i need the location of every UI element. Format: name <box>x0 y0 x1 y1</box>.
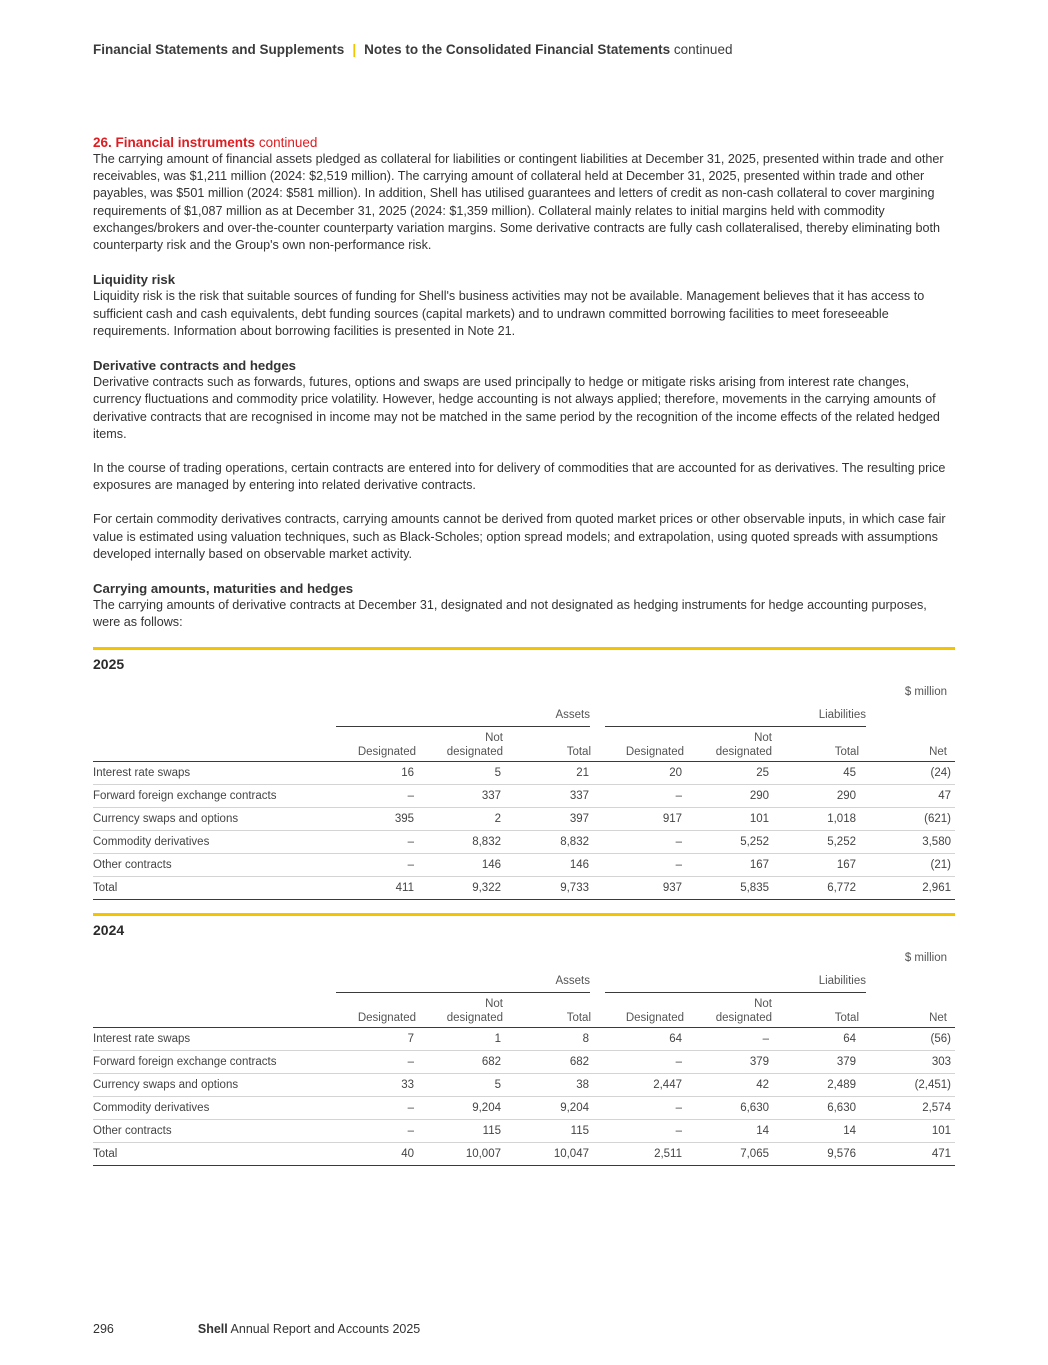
cell-l-not: 42 <box>686 1074 773 1097</box>
cell-l-des: – <box>593 1120 686 1143</box>
note-title-text: 26. Financial instruments <box>93 135 256 150</box>
cell-l-tot: 9,576 <box>773 1143 860 1166</box>
header-separator: | <box>352 42 357 57</box>
cell-net: 303 <box>860 1051 955 1074</box>
cell-a-not: 146 <box>418 854 505 877</box>
row-label: Currency swaps and options <box>93 1074 336 1097</box>
collateral-paragraph: The carrying amount of financial assets pledged as collateral for liabilities or contingent liabilities at December 31, 2025, presented within trade and other receivables, was $1,211 million (2024: $2,519 million). The carrying amount of collateral held at December 31, 2025, presented within trade and other payables, was $501 million (2024: $581 million). In addition, Shell has utilised guarantees and letters of credit as non-cash collateral to cover margining requirements of $1,087 million as at December 31, 2025 (2024: $1,359 million). Collateral mainly relates to initial margins held with commodity exchanges/brokers and over-the-counter counterparty variation margins. Some derivative contracts are fully cash collateralised, thereby eliminating both counterparty risk and the Group's own non-performance risk. <box>93 152 944 253</box>
page-number: 296 <box>93 1322 114 1336</box>
cell-l-des: 64 <box>593 1028 686 1051</box>
cell-a-not: 10,007 <box>418 1143 505 1166</box>
cell-a-des: 40 <box>336 1143 418 1166</box>
table-2025 <box>93 762 955 900</box>
cell-net: (621) <box>860 808 955 831</box>
assets-group-header: Assets <box>336 975 590 993</box>
cell-l-not: 379 <box>686 1051 773 1074</box>
cell-a-not: 5 <box>418 762 505 785</box>
cell-l-des: – <box>593 785 686 808</box>
table-row <box>93 1097 955 1120</box>
cell-a-tot: 682 <box>505 1051 593 1074</box>
cell-l-des: 20 <box>593 762 686 785</box>
year-rule <box>93 913 955 916</box>
derivatives-paragraph-1: Derivative contracts such as forwards, futures, options and swaps are used principally to hedge or mitigate risks arising from interest rate changes, currency fluctuations and commodity price volatility. However, hedge accounting is not always applied; therefore, movements in the carrying amounts of derivative contracts that are recognised in income may not be matched in the same period by the recognition of the income effects of the related hedged items. <box>93 375 940 441</box>
footer-brand: Shell <box>197 1322 228 1336</box>
table-row <box>93 1074 955 1097</box>
table-row <box>93 785 955 808</box>
cell-net: 471 <box>860 1143 955 1166</box>
cell-l-not: 6,630 <box>686 1097 773 1120</box>
cell-a-des: 7 <box>336 1028 418 1051</box>
cell-l-tot: 1,018 <box>773 808 860 831</box>
cell-a-tot: 146 <box>505 854 593 877</box>
cell-net: 2,574 <box>860 1097 955 1120</box>
assets-group-header: Assets <box>336 709 590 727</box>
cell-l-not: 167 <box>686 854 773 877</box>
cell-l-tot: 379 <box>773 1051 860 1074</box>
year-title-2024: 2024 <box>93 922 125 938</box>
table-row <box>93 1051 955 1074</box>
cell-net: (56) <box>860 1028 955 1051</box>
note-title <box>93 134 955 151</box>
cell-l-des: 2,511 <box>593 1143 686 1166</box>
cell-l-not: 7,065 <box>686 1143 773 1166</box>
cell-l-not: 14 <box>686 1120 773 1143</box>
col-not-designated: Not designated <box>446 998 503 1024</box>
header-subsection: Notes to the Consolidated Financial Statements <box>364 42 671 57</box>
row-label: Other contracts <box>93 854 336 877</box>
liabilities-group-header: Liabilities <box>605 709 866 727</box>
cell-l-tot: 14 <box>773 1120 860 1143</box>
cell-l-des: – <box>593 854 686 877</box>
col-not-designated: Not designated <box>446 732 503 758</box>
liquidity-paragraph: Liquidity risk is the risk that suitable sources of funding for Shell's business activities may not be available. Management believes that it has access to sufficient cash and cash equivalents, debt funding sources (capital markets) and to undrawn committed borrowing facilities to meet foreseeable requirements. Information about borrowing facilities is presented in Note 21. <box>93 289 925 338</box>
row-label: Currency swaps and options <box>93 808 336 831</box>
cell-net: 101 <box>860 1120 955 1143</box>
col-not-designated: Not designated <box>715 732 772 758</box>
note-title-continued: continued <box>258 135 318 150</box>
cell-l-des: – <box>593 1097 686 1120</box>
cell-net: (21) <box>860 854 955 877</box>
table-row <box>93 1028 955 1051</box>
cell-net: 3,580 <box>860 831 955 854</box>
unit-label: $ million <box>904 952 947 964</box>
cell-a-des: 395 <box>336 808 418 831</box>
cell-l-tot: 167 <box>773 854 860 877</box>
cell-a-tot: 38 <box>505 1074 593 1097</box>
row-label: Total <box>93 1143 336 1166</box>
total-row <box>93 1143 955 1166</box>
col-not-designated: Not designated <box>715 998 772 1024</box>
cell-a-des: – <box>336 831 418 854</box>
col-net: Net <box>929 1012 947 1024</box>
cell-a-not: 682 <box>418 1051 505 1074</box>
cell-a-des: – <box>336 854 418 877</box>
row-label: Forward foreign exchange contracts <box>93 1051 336 1074</box>
cell-a-des: – <box>336 1120 418 1143</box>
cell-a-tot: 21 <box>505 762 593 785</box>
unit-label: $ million <box>904 686 947 698</box>
cell-a-not: 5 <box>418 1074 505 1097</box>
derivatives-paragraph-2: In the course of trading operations, certain contracts are entered into for delivery of commodities that are accounted for as derivatives. The resulting price exposures are managed by entering into related derivative contracts. <box>93 461 946 493</box>
row-label: Other contracts <box>93 1120 336 1143</box>
row-label: Commodity derivatives <box>93 831 336 854</box>
cell-l-not: 25 <box>686 762 773 785</box>
page-footer <box>93 1322 420 1336</box>
cell-a-tot: 337 <box>505 785 593 808</box>
cell-a-not: 8,832 <box>418 831 505 854</box>
carrying-paragraph: The carrying amounts of derivative contracts at December 31, designated and not designated as hedging instruments for hedge accounting purposes, were as follows: <box>93 598 927 630</box>
header-continued: continued <box>673 42 733 57</box>
col-designated: Designated <box>357 746 416 758</box>
cell-a-tot: 9,204 <box>505 1097 593 1120</box>
col-net: Net <box>929 746 947 758</box>
liabilities-group-header: Liabilities <box>605 975 866 993</box>
cell-a-des: – <box>336 1051 418 1074</box>
table-row <box>93 831 955 854</box>
col-total: Total <box>566 1012 591 1024</box>
cell-a-des: 16 <box>336 762 418 785</box>
cell-l-des: 917 <box>593 808 686 831</box>
table-row <box>93 1120 955 1143</box>
cell-net: (24) <box>860 762 955 785</box>
derivatives-paragraph-3: For certain commodity derivatives contracts, carrying amounts cannot be derived from quoted market prices or other observable inputs, in which case fair value is estimated using valuation techniques, such as Black-Scholes; option spread models; and extrapolation, using quoted spreads with assumptions developed internally based on observable market activity. <box>93 512 946 561</box>
row-label: Forward foreign exchange contracts <box>93 785 336 808</box>
cell-l-des: – <box>593 831 686 854</box>
cell-a-tot: 9,733 <box>505 877 593 900</box>
cell-a-not: 115 <box>418 1120 505 1143</box>
cell-l-des: – <box>593 1051 686 1074</box>
cell-l-des: 937 <box>593 877 686 900</box>
col-designated: Designated <box>357 1012 416 1024</box>
liquidity-heading: Liquidity risk <box>93 272 176 288</box>
cell-net: 2,961 <box>860 877 955 900</box>
cell-a-not: 9,204 <box>418 1097 505 1120</box>
cell-l-not: 5,835 <box>686 877 773 900</box>
cell-a-tot: 115 <box>505 1120 593 1143</box>
cell-a-not: 2 <box>418 808 505 831</box>
cell-net: (2,451) <box>860 1074 955 1097</box>
year-rule <box>93 647 955 650</box>
cell-l-tot: 64 <box>773 1028 860 1051</box>
cell-net: 47 <box>860 785 955 808</box>
cell-l-not: 101 <box>686 808 773 831</box>
table-row <box>93 762 955 785</box>
cell-l-not: 290 <box>686 785 773 808</box>
col-designated: Designated <box>625 746 684 758</box>
cell-l-tot: 6,772 <box>773 877 860 900</box>
cell-a-des: 33 <box>336 1074 418 1097</box>
cell-l-not: – <box>686 1028 773 1051</box>
derivatives-heading: Derivative contracts and hedges <box>93 358 297 374</box>
note-body <box>93 134 955 632</box>
carrying-heading: Carrying amounts, maturities and hedges <box>93 581 354 597</box>
table-row <box>93 854 955 877</box>
cell-l-tot: 45 <box>773 762 860 785</box>
col-total: Total <box>566 746 591 758</box>
row-label: Total <box>93 877 336 900</box>
cell-a-des: 411 <box>336 877 418 900</box>
col-total: Total <box>834 746 859 758</box>
cell-a-des: – <box>336 1097 418 1120</box>
cell-l-tot: 5,252 <box>773 831 860 854</box>
cell-l-not: 5,252 <box>686 831 773 854</box>
table-2024 <box>93 1028 955 1166</box>
page-header <box>93 42 732 57</box>
cell-a-not: 337 <box>418 785 505 808</box>
cell-l-des: 2,447 <box>593 1074 686 1097</box>
header-section: Financial Statements and Supplements <box>93 42 345 57</box>
cell-l-tot: 2,489 <box>773 1074 860 1097</box>
cell-a-des: – <box>336 785 418 808</box>
cell-a-not: 9,322 <box>418 877 505 900</box>
footer-title: Annual Report and Accounts 2025 <box>230 1322 421 1336</box>
cell-a-tot: 8 <box>505 1028 593 1051</box>
cell-a-not: 1 <box>418 1028 505 1051</box>
cell-l-tot: 290 <box>773 785 860 808</box>
table-2025-block <box>93 647 955 897</box>
table-row <box>93 808 955 831</box>
table-2024-block <box>93 913 955 1163</box>
cell-l-tot: 6,630 <box>773 1097 860 1120</box>
cell-a-tot: 10,047 <box>505 1143 593 1166</box>
row-label: Commodity derivatives <box>93 1097 336 1120</box>
total-row <box>93 877 955 900</box>
row-label: Interest rate swaps <box>93 762 336 785</box>
cell-a-tot: 397 <box>505 808 593 831</box>
row-label: Interest rate swaps <box>93 1028 336 1051</box>
col-total: Total <box>834 1012 859 1024</box>
col-designated: Designated <box>625 1012 684 1024</box>
year-title-2025: 2025 <box>93 656 125 672</box>
cell-a-tot: 8,832 <box>505 831 593 854</box>
